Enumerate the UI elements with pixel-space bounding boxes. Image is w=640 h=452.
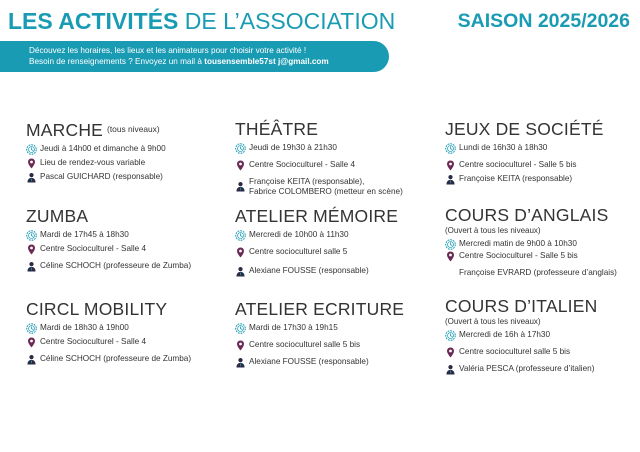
place-row (26, 337, 191, 348)
activity-cours-anglais (445, 205, 617, 278)
location-pin-icon (235, 340, 246, 351)
banner-line-1: Découvez les horaires, les lieux et les animateurs pour choisir votre activité ! (29, 46, 307, 55)
clock-icon (235, 143, 246, 154)
schedule-text: Mardi de 18h30 à 19h00 (40, 323, 129, 332)
contact-email[interactable]: tousensemble57st j@gmail.com (204, 57, 329, 66)
clock-icon (445, 330, 456, 341)
schedule-row (235, 323, 404, 334)
location-pin-icon (235, 247, 246, 258)
schedule-text: Mercredi de 16h à 17h30 (459, 330, 551, 339)
activity-note: (tous niveaux) (107, 124, 160, 134)
schedule-row (235, 143, 403, 154)
schedule-row (445, 143, 604, 154)
place-text: Lieu de rendez-vous variable (40, 158, 146, 167)
schedule-text: Jeudi à 14h00 et dimanche à 9h00 (40, 144, 166, 153)
info-banner (0, 41, 389, 72)
place-text: Centre socioculturel - Salle 5 bis (459, 160, 577, 169)
location-pin-icon (445, 160, 456, 171)
activity-note: (Ouvert à tous les niveaux) (445, 317, 541, 326)
schedule-row (445, 239, 617, 250)
schedule-text: Jeudi de 19h30 à 21h30 (249, 143, 337, 152)
activity-jeux-de-societe (445, 119, 604, 185)
activity-name: MARCHE (26, 120, 104, 140)
lead-text: Françoise EVRARD (professeure d’anglais) (459, 268, 617, 277)
title-bold: LES ACTIVITÉS (8, 8, 179, 34)
season-label: SAISON 2025/2026 (457, 10, 630, 32)
lead-row (445, 174, 604, 185)
location-pin-icon (445, 347, 456, 358)
activity-note: (Ouvert à tous les niveaux) (445, 226, 541, 235)
activity-circl-mobility (26, 299, 191, 365)
clock-icon (445, 143, 456, 154)
lead-text (249, 177, 403, 197)
activity-name: COURS D’ITALIEN (445, 296, 598, 316)
lead-text: Céline SCHOCH (professeure de Zumba) (40, 261, 192, 270)
place-text: Centre Socioculturel - Salle 4 (40, 337, 147, 346)
activity-name: COURS D’ANGLAIS (445, 205, 609, 225)
activity-atelier-ecriture (235, 299, 404, 368)
lead-row (445, 364, 597, 375)
person-icon (235, 357, 246, 368)
lead-row (26, 354, 191, 365)
place-row (445, 251, 617, 262)
place-text: Centre Socioculturel - Salle 4 (40, 244, 147, 253)
person-icon (26, 261, 37, 272)
schedule-text: Mercredi de 10h00 à 11h30 (249, 230, 349, 239)
activity-marche (26, 119, 166, 183)
clock-icon (26, 323, 37, 334)
lead-text: Alexiane FOUSSE (responsable) (249, 357, 369, 366)
place-row (26, 158, 166, 169)
lead-text: Alexiane FOUSSE (responsable) (249, 266, 369, 275)
lead-row (235, 177, 403, 197)
activity-name: ATELIER MÉMOIRE (235, 206, 399, 226)
lead-text: Françoise KEITA (responsable) (459, 174, 573, 183)
person-icon (445, 174, 456, 185)
activity-name: ZUMBA (26, 206, 89, 226)
place-text: Centre socioculturel salle 5 bis (459, 347, 571, 356)
activity-theatre (235, 119, 403, 197)
location-pin-icon (235, 160, 246, 171)
activity-name: THÉÂTRE (235, 119, 319, 139)
clock-icon (26, 144, 37, 155)
place-text: Centre Socioculturel - Salle 4 (249, 160, 356, 169)
activity-name: JEUX DE SOCIÉTÉ (445, 119, 604, 139)
schedule-row (445, 330, 597, 341)
banner-line-2-text: Besoin de renseignements ? Envoyez un mail à (29, 57, 205, 66)
lead-text: Céline SCHOCH (professeure de Zumba) (40, 354, 192, 363)
clock-icon (235, 323, 246, 334)
activity-title (26, 119, 166, 141)
clock-icon (235, 230, 246, 241)
schedule-row (26, 144, 166, 155)
activity-name: CIRCL MOBILITY (26, 299, 168, 319)
title-light: DE L’ASSOCIATION (184, 8, 396, 34)
place-row (26, 244, 191, 255)
lead-row (26, 172, 166, 183)
schedule-text: Mardi de 17h30 à 19h15 (249, 323, 338, 332)
place-text: Centre socioculturel salle 5 (249, 247, 348, 256)
schedule-text: Lundi de 16h30 à 18h30 (459, 143, 548, 152)
activity-zumba (26, 206, 191, 272)
banner-line-2 (29, 56, 389, 67)
location-pin-icon (445, 251, 456, 262)
lead-row (235, 357, 404, 368)
clock-icon (445, 239, 456, 250)
schedule-row (26, 230, 191, 241)
lead-row (445, 268, 617, 278)
clock-icon (26, 230, 37, 241)
lead-line-2: Fabrice COLOMBERO (metteur en scène) (249, 187, 403, 196)
place-text: Centre Socioculturel - Salle 5 bis (459, 251, 578, 260)
location-pin-icon (26, 337, 37, 348)
person-icon (26, 354, 37, 365)
schedule-text: Mardi de 17h45 à 18h30 (40, 230, 129, 239)
schedule-row (26, 323, 191, 334)
lead-row (235, 266, 398, 277)
place-row (235, 160, 403, 171)
lead-text: Pascal GUICHARD (responsable) (40, 172, 163, 181)
person-icon (445, 364, 456, 375)
place-row (235, 340, 404, 351)
lead-line-1: Françoise KEITA (responsable), (249, 177, 365, 186)
page-title (8, 4, 395, 38)
activity-atelier-memoire (235, 206, 398, 277)
schedule-text: Mercredi matin de 9h00 à 10h30 (459, 239, 577, 248)
place-row (445, 347, 597, 358)
activity-name: ATELIER ECRITURE (235, 299, 405, 319)
lead-row (26, 261, 191, 272)
place-row (235, 247, 398, 258)
place-text: Centre socioculturel salle 5 bis (249, 340, 361, 349)
activity-cours-italien (445, 296, 597, 375)
location-pin-icon (26, 158, 37, 169)
schedule-row (235, 230, 398, 241)
person-icon (26, 172, 37, 183)
location-pin-icon (26, 244, 37, 255)
lead-text: Valéria PESCA (professeure d’italien) (459, 364, 595, 373)
person-icon (235, 266, 246, 277)
person-icon (235, 181, 246, 192)
place-row (445, 160, 604, 171)
